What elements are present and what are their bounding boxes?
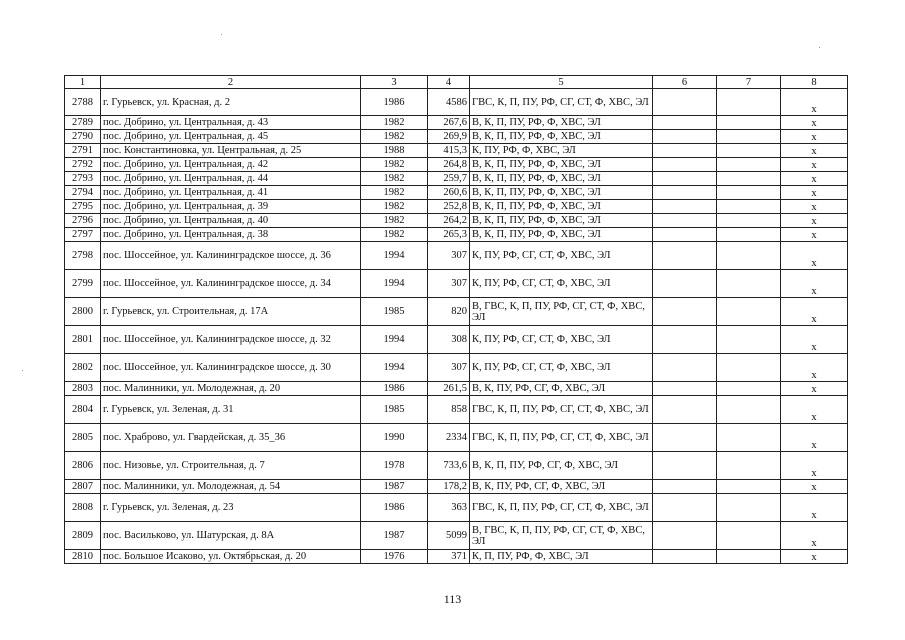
- cell-addr: пос. Добрино, ул. Центральная, д. 41: [101, 186, 361, 200]
- cell-col6: [653, 242, 717, 270]
- cell-mark: х: [781, 452, 848, 480]
- table-row: [65, 242, 848, 270]
- cell-col7: [717, 522, 781, 550]
- cell-year: 1990: [361, 424, 428, 452]
- scan-speck: [819, 47, 820, 48]
- cell-mark: х: [781, 270, 848, 298]
- header-cell: 1: [65, 76, 101, 89]
- cell-works: К, ПУ, РФ, СГ, СТ, Ф, ХВС, ЭЛ: [470, 270, 653, 298]
- cell-works: ГВС, К, П, ПУ, РФ, СГ, СТ, Ф, ХВС, ЭЛ: [470, 494, 653, 522]
- cell-area: 2334: [428, 424, 470, 452]
- cell-col6: [653, 550, 717, 564]
- cell-col6: [653, 116, 717, 130]
- cell-works: К, П, ПУ, РФ, Ф, ХВС, ЭЛ: [470, 550, 653, 564]
- cell-year: 1982: [361, 172, 428, 186]
- cell-mark: х: [781, 550, 848, 564]
- table-body: [65, 89, 848, 564]
- cell-num: 2801: [65, 326, 101, 354]
- cell-area: 269,9: [428, 130, 470, 144]
- cell-year: 1982: [361, 214, 428, 228]
- cell-addr: пос. Храброво, ул. Гвардейская, д. 35_36: [101, 424, 361, 452]
- cell-num: 2810: [65, 550, 101, 564]
- table-row: [65, 550, 848, 564]
- cell-addr: г. Гурьевск, ул. Строительная, д. 17А: [101, 298, 361, 326]
- cell-works: В, К, П, ПУ, РФ, СГ, Ф, ХВС, ЭЛ: [470, 452, 653, 480]
- table-row: [65, 396, 848, 424]
- cell-mark: х: [781, 298, 848, 326]
- table-row: [65, 172, 848, 186]
- cell-col7: [717, 116, 781, 130]
- cell-col7: [717, 550, 781, 564]
- cell-area: 858: [428, 396, 470, 424]
- cell-mark: х: [781, 200, 848, 214]
- cell-year: 1982: [361, 200, 428, 214]
- cell-num: 2795: [65, 200, 101, 214]
- cell-works: В, К, П, ПУ, РФ, Ф, ХВС, ЭЛ: [470, 158, 653, 172]
- cell-area: 259,7: [428, 172, 470, 186]
- cell-addr: пос. Константиновка, ул. Центральная, д. 25: [101, 144, 361, 158]
- cell-col6: [653, 130, 717, 144]
- cell-col7: [717, 158, 781, 172]
- cell-year: 1986: [361, 382, 428, 396]
- cell-year: 1976: [361, 550, 428, 564]
- cell-col7: [717, 452, 781, 480]
- cell-num: 2808: [65, 494, 101, 522]
- cell-col7: [717, 424, 781, 452]
- cell-addr: пос. Васильково, ул. Шатурская, д. 8А: [101, 522, 361, 550]
- cell-addr: пос. Малинники, ул. Молодежная, д. 54: [101, 480, 361, 494]
- table-row: [65, 270, 848, 298]
- cell-addr: г. Гурьевск, ул. Зеленая, д. 23: [101, 494, 361, 522]
- cell-addr: пос. Добрино, ул. Центральная, д. 45: [101, 130, 361, 144]
- page-number: 113: [443, 592, 462, 606]
- cell-num: 2796: [65, 214, 101, 228]
- cell-area: 307: [428, 354, 470, 382]
- cell-num: 2788: [65, 89, 101, 116]
- cell-col6: [653, 480, 717, 494]
- cell-num: 2793: [65, 172, 101, 186]
- table-row: [65, 298, 848, 326]
- cell-works: В, ГВС, К, П, ПУ, РФ, СГ, СТ, Ф, ХВС, ЭЛ: [470, 522, 653, 550]
- cell-area: 4586: [428, 89, 470, 116]
- scan-speck: [221, 34, 222, 35]
- cell-num: 2791: [65, 144, 101, 158]
- cell-area: 820: [428, 298, 470, 326]
- cell-works: В, К, ПУ, РФ, СГ, Ф, ХВС, ЭЛ: [470, 480, 653, 494]
- cell-works: В, К, П, ПУ, РФ, Ф, ХВС, ЭЛ: [470, 130, 653, 144]
- cell-col6: [653, 452, 717, 480]
- cell-col6: [653, 228, 717, 242]
- cell-works: В, К, П, ПУ, РФ, Ф, ХВС, ЭЛ: [470, 228, 653, 242]
- table-row: [65, 186, 848, 200]
- cell-area: 267,6: [428, 116, 470, 130]
- cell-col6: [653, 186, 717, 200]
- cell-col6: [653, 326, 717, 354]
- table-row: [65, 452, 848, 480]
- cell-col6: [653, 158, 717, 172]
- cell-area: 363: [428, 494, 470, 522]
- cell-col6: [653, 144, 717, 158]
- cell-year: 1982: [361, 130, 428, 144]
- scan-speck: [22, 370, 23, 371]
- cell-num: 2790: [65, 130, 101, 144]
- cell-mark: х: [781, 130, 848, 144]
- cell-addr: пос. Добрино, ул. Центральная, д. 40: [101, 214, 361, 228]
- cell-area: 5099: [428, 522, 470, 550]
- cell-area: 371: [428, 550, 470, 564]
- cell-col7: [717, 354, 781, 382]
- header-cell: 2: [101, 76, 361, 89]
- cell-area: 261,5: [428, 382, 470, 396]
- cell-year: 1982: [361, 158, 428, 172]
- cell-addr: пос. Добрино, ул. Центральная, д. 38: [101, 228, 361, 242]
- header-cell: 6: [653, 76, 717, 89]
- cell-works: К, ПУ, РФ, СГ, СТ, Ф, ХВС, ЭЛ: [470, 354, 653, 382]
- cell-addr: пос. Малинники, ул. Молодежная, д. 20: [101, 382, 361, 396]
- cell-year: 1987: [361, 522, 428, 550]
- cell-addr: пос. Большое Исаково, ул. Октябрьская, д. 20: [101, 550, 361, 564]
- cell-year: 1982: [361, 228, 428, 242]
- cell-area: 260,6: [428, 186, 470, 200]
- cell-year: 1982: [361, 186, 428, 200]
- cell-col7: [717, 396, 781, 424]
- cell-col7: [717, 214, 781, 228]
- cell-area: 265,3: [428, 228, 470, 242]
- table-row: [65, 424, 848, 452]
- cell-num: 2789: [65, 116, 101, 130]
- cell-works: В, К, П, ПУ, РФ, Ф, ХВС, ЭЛ: [470, 214, 653, 228]
- header-cell: 7: [717, 76, 781, 89]
- cell-col7: [717, 382, 781, 396]
- cell-works: ГВС, К, П, ПУ, РФ, СГ, СТ, Ф, ХВС, ЭЛ: [470, 396, 653, 424]
- table-row: [65, 228, 848, 242]
- cell-mark: х: [781, 354, 848, 382]
- cell-area: 307: [428, 242, 470, 270]
- table-row: [65, 214, 848, 228]
- cell-area: 178,2: [428, 480, 470, 494]
- cell-col6: [653, 270, 717, 298]
- header-cell: 5: [470, 76, 653, 89]
- cell-area: 308: [428, 326, 470, 354]
- table-row: [65, 326, 848, 354]
- cell-area: 307: [428, 270, 470, 298]
- cell-year: 1985: [361, 298, 428, 326]
- cell-year: 1982: [361, 116, 428, 130]
- cell-col6: [653, 214, 717, 228]
- cell-addr: г. Гурьевск, ул. Красная, д. 2: [101, 89, 361, 116]
- cell-addr: пос. Низовье, ул. Строительная, д. 7: [101, 452, 361, 480]
- cell-mark: х: [781, 522, 848, 550]
- cell-mark: х: [781, 186, 848, 200]
- cell-addr: пос. Добрино, ул. Центральная, д. 42: [101, 158, 361, 172]
- table-row: [65, 116, 848, 130]
- cell-col7: [717, 298, 781, 326]
- cell-num: 2794: [65, 186, 101, 200]
- table-row: [65, 158, 848, 172]
- cell-col7: [717, 186, 781, 200]
- header-cell: 4: [428, 76, 470, 89]
- cell-works: В, К, П, ПУ, РФ, Ф, ХВС, ЭЛ: [470, 116, 653, 130]
- cell-works: В, К, П, ПУ, РФ, Ф, ХВС, ЭЛ: [470, 200, 653, 214]
- cell-col6: [653, 494, 717, 522]
- cell-mark: х: [781, 424, 848, 452]
- cell-works: ГВС, К, П, ПУ, РФ, СГ, СТ, Ф, ХВС, ЭЛ: [470, 424, 653, 452]
- cell-area: 264,8: [428, 158, 470, 172]
- cell-year: 1978: [361, 452, 428, 480]
- cell-col6: [653, 522, 717, 550]
- cell-works: В, ГВС, К, П, ПУ, РФ, СГ, СТ, Ф, ХВС, ЭЛ: [470, 298, 653, 326]
- table-row: [65, 130, 848, 144]
- cell-col7: [717, 200, 781, 214]
- cell-num: 2805: [65, 424, 101, 452]
- cell-mark: х: [781, 172, 848, 186]
- cell-addr: пос. Добрино, ул. Центральная, д. 39: [101, 200, 361, 214]
- cell-col6: [653, 200, 717, 214]
- table-row: [65, 382, 848, 396]
- cell-col7: [717, 270, 781, 298]
- cell-year: 1986: [361, 89, 428, 116]
- cell-year: 1994: [361, 270, 428, 298]
- cell-area: 264,2: [428, 214, 470, 228]
- cell-works: ГВС, К, П, ПУ, РФ, СГ, СТ, Ф, ХВС, ЭЛ: [470, 89, 653, 116]
- cell-year: 1988: [361, 144, 428, 158]
- table-row: [65, 494, 848, 522]
- cell-addr: пос. Шоссейное, ул. Калининградское шоссе, д. 36: [101, 242, 361, 270]
- table-row: [65, 522, 848, 550]
- cell-num: 2792: [65, 158, 101, 172]
- table-row: [65, 200, 848, 214]
- cell-addr: пос. Шоссейное, ул. Калининградское шоссе, д. 34: [101, 270, 361, 298]
- cell-num: 2809: [65, 522, 101, 550]
- cell-addr: пос. Добрино, ул. Центральная, д. 44: [101, 172, 361, 186]
- cell-year: 1985: [361, 396, 428, 424]
- table-row: [65, 354, 848, 382]
- cell-mark: х: [781, 89, 848, 116]
- cell-col7: [717, 326, 781, 354]
- cell-year: 1994: [361, 354, 428, 382]
- cell-col6: [653, 382, 717, 396]
- cell-col7: [717, 494, 781, 522]
- cell-year: 1986: [361, 494, 428, 522]
- cell-col6: [653, 424, 717, 452]
- cell-col7: [717, 144, 781, 158]
- cell-addr: пос. Добрино, ул. Центральная, д. 43: [101, 116, 361, 130]
- cell-mark: х: [781, 382, 848, 396]
- cell-col7: [717, 89, 781, 116]
- cell-col6: [653, 396, 717, 424]
- cell-area: 415,3: [428, 144, 470, 158]
- cell-num: 2807: [65, 480, 101, 494]
- header-cell: 8: [781, 76, 848, 89]
- cell-works: В, К, П, ПУ, РФ, Ф, ХВС, ЭЛ: [470, 172, 653, 186]
- cell-col7: [717, 228, 781, 242]
- housing-register-table: [64, 75, 848, 564]
- cell-works: В, К, ПУ, РФ, СГ, Ф, ХВС, ЭЛ: [470, 382, 653, 396]
- cell-works: К, ПУ, РФ, Ф, ХВС, ЭЛ: [470, 144, 653, 158]
- cell-mark: х: [781, 242, 848, 270]
- cell-mark: х: [781, 494, 848, 522]
- cell-area: 252,8: [428, 200, 470, 214]
- cell-mark: х: [781, 158, 848, 172]
- cell-num: 2803: [65, 382, 101, 396]
- header-cell: 3: [361, 76, 428, 89]
- cell-year: 1994: [361, 326, 428, 354]
- cell-num: 2798: [65, 242, 101, 270]
- cell-col6: [653, 298, 717, 326]
- cell-area: 733,6: [428, 452, 470, 480]
- cell-mark: х: [781, 480, 848, 494]
- cell-addr: пос. Шоссейное, ул. Калининградское шоссе, д. 32: [101, 326, 361, 354]
- cell-num: 2797: [65, 228, 101, 242]
- cell-works: К, ПУ, РФ, СГ, СТ, Ф, ХВС, ЭЛ: [470, 326, 653, 354]
- cell-col7: [717, 480, 781, 494]
- cell-works: В, К, П, ПУ, РФ, Ф, ХВС, ЭЛ: [470, 186, 653, 200]
- cell-col7: [717, 130, 781, 144]
- cell-works: К, ПУ, РФ, СГ, СТ, Ф, ХВС, ЭЛ: [470, 242, 653, 270]
- cell-mark: х: [781, 228, 848, 242]
- cell-mark: х: [781, 144, 848, 158]
- cell-col6: [653, 354, 717, 382]
- cell-num: 2806: [65, 452, 101, 480]
- table-row: [65, 480, 848, 494]
- cell-addr: г. Гурьевск, ул. Зеленая, д. 31: [101, 396, 361, 424]
- cell-year: 1987: [361, 480, 428, 494]
- cell-col6: [653, 172, 717, 186]
- cell-col7: [717, 172, 781, 186]
- cell-num: 2802: [65, 354, 101, 382]
- table-row: [65, 89, 848, 116]
- cell-num: 2800: [65, 298, 101, 326]
- cell-mark: х: [781, 396, 848, 424]
- cell-mark: х: [781, 214, 848, 228]
- cell-col6: [653, 89, 717, 116]
- table-row: [65, 144, 848, 158]
- cell-col7: [717, 242, 781, 270]
- cell-num: 2804: [65, 396, 101, 424]
- cell-mark: х: [781, 116, 848, 130]
- cell-num: 2799: [65, 270, 101, 298]
- cell-mark: х: [781, 326, 848, 354]
- header-row: [65, 76, 848, 89]
- cell-year: 1994: [361, 242, 428, 270]
- cell-addr: пос. Шоссейное, ул. Калининградское шоссе, д. 30: [101, 354, 361, 382]
